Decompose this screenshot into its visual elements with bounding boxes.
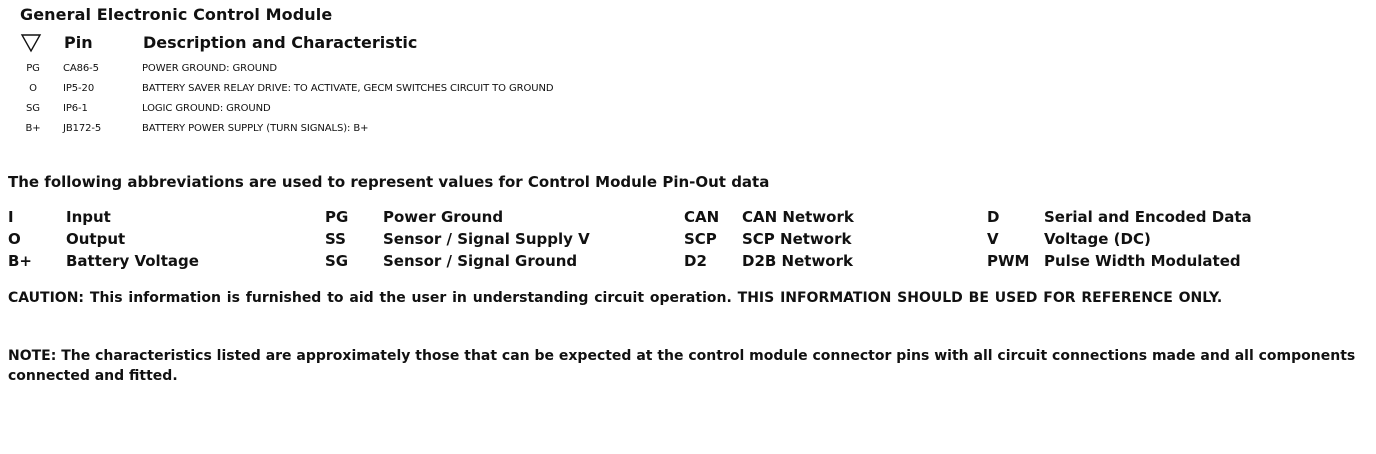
abbreviation-row — [0, 208, 1376, 228]
pin-row — [0, 123, 700, 139]
abbreviation-code: B+ — [8, 252, 33, 270]
abbreviation-meaning: Battery Voltage — [66, 252, 199, 270]
abbreviation-code: PG — [325, 208, 349, 226]
pin-column-header: Pin — [64, 33, 93, 52]
abbreviation-meaning: D2B Network — [742, 252, 853, 270]
abbreviation-code: SG — [325, 252, 349, 270]
abbreviation-code: D2 — [684, 252, 707, 270]
pin-code: O — [29, 83, 37, 94]
abbreviation-meaning: Pulse Width Modulated — [1044, 252, 1241, 270]
abbreviation-code: SS — [325, 230, 346, 248]
note-paragraph: NOTE: The characteristics listed are approximately those that can be expected at the control module connector pins with all circuit connections made and all components connected and fitted. — [8, 348, 1356, 384]
pin-number: CA86-5 — [63, 63, 99, 74]
abbreviation-meaning: Sensor / Signal Supply V — [383, 230, 590, 248]
abbreviation-code: O — [8, 230, 21, 248]
triangle-down-icon — [20, 33, 42, 53]
pin-description: LOGIC GROUND: GROUND — [142, 103, 271, 114]
pin-table-header — [0, 33, 700, 55]
pin-row — [0, 63, 700, 79]
abbreviation-meaning: SCP Network — [742, 230, 852, 248]
abbreviation-row — [0, 252, 1376, 272]
caution-notice: CAUTION: This information is furnished to aid the user in understanding circuit operation. THIS INFORMATION SHOULD BE USED FOR REFERENCE ONLY. — [8, 290, 1223, 306]
pin-row — [0, 83, 700, 99]
abbreviation-code: V — [987, 230, 999, 248]
abbreviation-code: D — [987, 208, 1000, 226]
pin-number: IP6-1 — [63, 103, 88, 114]
pin-code: SG — [26, 103, 40, 114]
abbreviation-meaning: Power Ground — [383, 208, 504, 226]
abbreviation-code: CAN — [684, 208, 720, 226]
pin-code: B+ — [25, 123, 41, 134]
abbreviation-meaning: CAN Network — [742, 208, 854, 226]
abbreviation-row — [0, 230, 1376, 250]
module-title: General Electronic Control Module — [20, 5, 333, 24]
abbreviation-code: PWM — [987, 252, 1030, 270]
abbreviations-intro: The following abbreviations are used to represent values for Control Module Pin-Out data — [8, 173, 770, 191]
abbreviation-code: SCP — [684, 230, 717, 248]
abbreviation-meaning: Serial and Encoded Data — [1044, 208, 1252, 226]
pin-description: BATTERY POWER SUPPLY (TURN SIGNALS): B+ — [142, 123, 369, 134]
abbreviation-meaning: Output — [66, 230, 126, 248]
pin-description: BATTERY SAVER RELAY DRIVE: TO ACTIVATE, GECM SWITCHES CIRCUIT TO GROUND — [142, 83, 554, 94]
abbreviation-meaning: Input — [66, 208, 111, 226]
abbreviation-code: I — [8, 208, 14, 226]
pin-number: JB172-5 — [63, 123, 102, 134]
pin-number: IP5-20 — [63, 83, 95, 94]
pin-row — [0, 103, 700, 119]
pin-description: POWER GROUND: GROUND — [142, 63, 277, 74]
abbreviation-meaning: Voltage (DC) — [1044, 230, 1151, 248]
abbreviation-meaning: Sensor / Signal Ground — [383, 252, 578, 270]
pin-code: PG — [26, 63, 40, 74]
description-column-header: Description and Characteristic — [143, 33, 418, 52]
